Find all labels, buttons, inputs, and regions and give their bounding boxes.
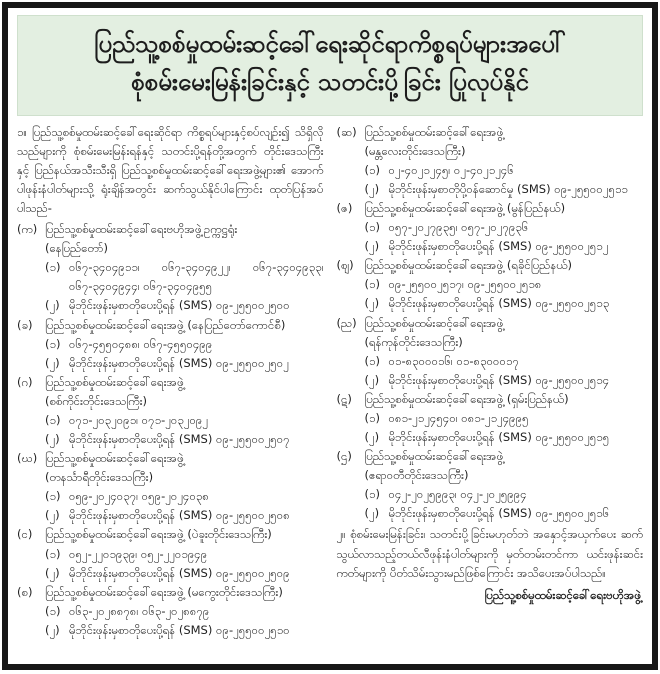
section-org-name: ပြည်သူ့စစ်မှုထမ်းဆင့်ခေါ်ရေးအဖွဲ့ (မကွေးတိုင်းဒေသကြီး): [45, 584, 283, 599]
section-label: (ဌ): [336, 449, 352, 464]
sms-number: ၀၉-၂၅၅၀၀၂၅၁၄: [535, 372, 610, 387]
right-sections: [337, 123, 644, 524]
item-1-label: (၁): [45, 260, 61, 275]
section-label: (စ): [17, 584, 33, 599]
section: [17, 525, 324, 582]
sms-number: ၀၉-၂၅၅၀၀၂၅၁၃: [535, 296, 610, 311]
item-1-label: (၁): [364, 277, 380, 292]
phone-row: [337, 485, 644, 504]
right-column: [337, 123, 644, 640]
sms-text: [69, 506, 324, 525]
section: [337, 199, 644, 256]
section-header: [17, 449, 324, 468]
sms-row: [17, 621, 324, 640]
item-2-label: (၂): [45, 298, 60, 313]
item-1-label: (၁): [45, 489, 61, 504]
sms-text: [389, 180, 644, 199]
section-org-name: ပြည်သူ့စစ်မှုထမ်းဆင့်ခေါ်ရေးအဖွဲ့: [364, 315, 504, 330]
phone-numbers: ၀၆၇-၃၄၀၄၉၁၁၊ ၀၆၇-၃၄၀၄၉၂၂၊ ၀၆၇-၃၄၀၄၉၃၃၊ ၀၆၇-၃၄၀၄၉၄၄၊ ၀၆၇-၃၄၀၄၉၅၅: [69, 260, 324, 294]
section-label: (င): [17, 527, 33, 542]
item-1-label: (၁): [364, 353, 380, 368]
section-region-row: [337, 333, 644, 352]
title-box: [17, 15, 643, 116]
phone-row: [337, 352, 644, 371]
phone-numbers: ၀၁-၈၃၀၀၀၁၆၊ ၀၁-၈၃၀၀၀၁၇: [388, 353, 519, 368]
sms-label: မိုဘိုင်းဖုန်းမှစာတိုပေးပို့ရန် (SMS): [69, 508, 213, 523]
section-label: (ဂ): [17, 374, 33, 389]
item-1-label: (၁): [364, 410, 380, 425]
section-header: [337, 123, 644, 142]
section-org-name: ပြည်သူ့စစ်မှုထမ်းဆင့်ခေါ်ရေးအဖွဲ့: [45, 374, 184, 389]
section: [337, 314, 644, 390]
sms-label: မိုဘိုင်းဖုန်းမှစာတိုပေးပို့ရန် (SMS): [388, 506, 532, 521]
sms-label: မိုဘိုင်းဖုန်းမှစာတိုပေးပို့ရန် (SMS): [388, 239, 532, 254]
section-org-name: ပြည်သူ့စစ်မှုထမ်းဆင့်ခေါ်ရေးအဖွဲ့: [364, 449, 504, 464]
section: [337, 447, 644, 523]
sms-text: [69, 354, 324, 373]
item-1-label: (၁): [45, 546, 61, 561]
section-header: [17, 525, 324, 544]
sms-label: မိုဘိုင်းဖုန်းမှစာတိုပေးပို့ရန် (SMS): [69, 355, 213, 370]
sms-text: [69, 621, 324, 640]
sms-label: မိုဘိုင်းဖုန်းမှစာတိုပေးပို့ရန် (SMS): [388, 296, 532, 311]
sms-label: မိုဘိုင်းဖုန်းမှစာတိုပေးပို့ရန် (SMS): [388, 430, 532, 445]
section-label: (ဋ): [336, 391, 352, 406]
phone-row: [337, 409, 644, 428]
section-region: (စစ်ကိုင်းတိုင်းဒေသကြီး): [45, 393, 147, 408]
item-2-label: (၂): [45, 565, 60, 580]
left-sections: [17, 220, 324, 640]
item-2-label: (၂): [364, 182, 380, 197]
sms-number: ၀၉-၂၅၅၀၀၂၅၁၀: [216, 622, 290, 637]
section-region: (ရန်ကုန်တိုင်းဒေသကြီး): [364, 334, 463, 349]
sms-number: ၀၉-၂၅၅၀၀၂၅၁၁: [554, 182, 628, 197]
item-2-label: (၂): [364, 296, 380, 311]
section-header: [337, 314, 644, 333]
section-org-name: ပြည်သူ့စစ်မှုထမ်းဆင့်ခေါ်ရေးအဖွဲ့ (ရှမ်းပြည်နယ်): [364, 391, 569, 406]
sms-row: [337, 504, 644, 523]
sms-row: [337, 371, 644, 390]
sms-number: ၀၉-၂၅၅၀၀၂၅၀၇: [216, 432, 290, 447]
sms-number: ၀၉-၂၅၅၀၀၂၅၁၂: [535, 239, 609, 254]
phone-numbers: ၀၈၁-၂၁၂၄၅၄၀၊ ၀၈၁-၂၁၂၄၉၉၅: [388, 410, 529, 425]
sms-text: [389, 237, 644, 256]
section-header: [337, 256, 644, 275]
section-label: (ည): [336, 315, 357, 330]
section-org-name: ပြည်သူ့စစ်မှုထမ်းဆင့်ခေါ်ရေးအဖွဲ့: [364, 124, 504, 139]
section-region-row: [17, 468, 324, 487]
phone-numbers: ၀၇၁-၂၀၃၂၀၉၁၊ ၀၇၁-၂၀၃၂၀၉၂: [69, 412, 209, 427]
phone-row: [17, 335, 324, 354]
phone-numbers: ၀၅၇-၂၀၂၇၉၃၅၊ ၀၅၇-၂၀၂၇၉၃၆: [388, 220, 529, 235]
signature-line: ပြည်သူ့စစ်မှုထမ်းဆင့်ခေါ်ရေးဗဟိုအဖွဲ့: [484, 587, 641, 602]
section-label: (ဆ): [336, 124, 357, 139]
section-region-row: [337, 466, 644, 485]
section-label: (ဇ): [336, 201, 353, 216]
sms-label: မိုဘိုင်းဖုန်းမှစာတိုပေးပို့ရန် (SMS): [69, 622, 213, 637]
section-label: (က): [17, 222, 38, 237]
sms-text: [389, 294, 644, 313]
phone-numbers: ၀၉-၂၅၅၀၀၂၅၁၇၊ ၀၉-၂၅၅၀၀၂၅၁၈: [388, 277, 542, 292]
item-1-label: (၁): [45, 603, 61, 618]
section-header: [17, 373, 324, 392]
sms-number: ၀၉-၂၅၅၀၀၂၅၀၀: [216, 298, 290, 313]
sms-text: [389, 504, 644, 523]
item-2-label: (၂): [364, 372, 380, 387]
item-1-label: (၁): [45, 336, 61, 351]
sms-text: [69, 564, 324, 583]
section-region-row: [337, 142, 644, 161]
sms-row: [17, 506, 324, 525]
phone-row: [337, 275, 644, 294]
sms-number: ၀၉-၂၅၅၀၀၂၅၀၈: [216, 508, 290, 523]
sms-text: [389, 371, 644, 390]
section-org-name: ပြည်သူ့စစ်မှုထမ်းဆင့်ခေါ်ရေးအဖွဲ့ (ရခိုင်ပြည်နယ်): [364, 258, 572, 273]
section-region: (နေပြည်တော်): [45, 241, 108, 256]
phone-row: [17, 602, 324, 621]
section-org-name: ပြည်သူ့စစ်မှုထမ်းဆင့်ခေါ်ရေးဗဟိုအဖွဲ့ဥက္ကဋ္ဌရုံး: [45, 222, 238, 237]
sms-text: [69, 296, 324, 315]
section: [337, 123, 644, 199]
sms-row: [17, 430, 324, 449]
section-org-name: ပြည်သူ့စစ်မှုထမ်းဆင့်ခေါ်ရေးအဖွဲ့ (ပဲခူးတိုင်းဒေသကြီး): [45, 527, 272, 542]
intro-paragraph: ၁။ ပြည်သူ့စစ်မှုထမ်းဆင့်ခေါ်ရေးဆိုင်ရာ ကိစ္စရပ်များနှင့်စပ်လျဉ်း၍ သိရှိလိုသည်များကို စုံစမ်းမေးမြန်းရန်နှင့် သတင်းပို့ရန်တို့အတွက် တိုင်းဒေသကြီးနှင့် ပြည်နယ်အသီးသီးရှိ ပြည်သူ့စစ်မှုထမ်းဆင့်ခေါ်ရေးအဖွဲ့များ၏ အောက်ပါဖုန်းနံပါတ်များသို့ ရုံးချိန်အတွင်း ဆက်သွယ်နိုင်ပါကြောင်း ထုတ်ပြန်အပ်ပါသည်-: [17, 124, 324, 216]
sms-label: မိုဘိုင်းဖုန်းမှစာတိုပေးပို့ရန် (SMS): [388, 372, 532, 387]
section-org-name: ပြည်သူ့စစ်မှုထမ်းဆင့်ခေါ်ရေးအဖွဲ့ (နေပြည်တော်ကောင်စီ): [45, 317, 286, 332]
section-header: [337, 447, 644, 466]
page-title-line-2: စုံစမ်းမေးမြန်းခြင်းနှင့် သတင်းပို့ခြင်း ပြုလုပ်နိုင်: [131, 68, 529, 97]
sms-row: [17, 296, 324, 315]
sms-row: [17, 354, 324, 373]
item-1-label: (၁): [364, 487, 380, 502]
item-1-label: (၁): [45, 412, 61, 427]
phone-row: [337, 218, 644, 237]
section-label: (ဈ): [336, 258, 354, 273]
section: [17, 449, 324, 525]
section-org-name: ပြည်သူ့စစ်မှုထမ်းဆင့်ခေါ်ရေးအဖွဲ့ (မွန်ပြည်နယ်): [364, 201, 566, 216]
body-columns: [17, 123, 643, 640]
section-label: (ခ): [17, 317, 33, 332]
item-2-label: (၂): [45, 622, 60, 637]
sms-number: ၀၉-၂၅၅၀၀၂၅၀၉: [216, 565, 290, 580]
section: [17, 373, 324, 449]
section-region: (ဧရာဝတီတိုင်းဒေသကြီး): [364, 468, 469, 483]
section-org-name: ပြည်သူ့စစ်မှုထမ်းဆင့်ခေါ်ရေးအဖွဲ့: [45, 451, 184, 466]
section-header: [337, 199, 644, 218]
section-header: [17, 583, 324, 602]
sms-row: [337, 428, 644, 447]
sms-label: မိုဘိုင်းဖုန်းမှစာတိုပို့ဝန်ဆောင်မှု (SMS): [388, 182, 551, 197]
item-1-label: (၁): [364, 162, 380, 177]
sms-text: [69, 430, 324, 449]
item-2-label: (၂): [45, 432, 60, 447]
phone-row: [17, 258, 324, 296]
sms-label: မိုဘိုင်းဖုန်းမှစာတိုပေးပို့ရန် (SMS): [69, 432, 213, 447]
section: [17, 316, 324, 373]
phone-row: [17, 487, 324, 506]
section: [17, 583, 324, 640]
phone-row: [17, 411, 324, 430]
section-region: (မန္တလေးတိုင်းဒေသကြီး): [364, 143, 466, 158]
left-column: [17, 123, 324, 640]
phone-row: [17, 545, 324, 564]
section: [337, 256, 644, 313]
phone-numbers: ၀၄၂-၂၀၂၅၉၉၃၊ ၀၄၂-၂၀၂၅၉၉၄: [388, 487, 527, 502]
notice-page: [2, 2, 658, 670]
sms-row: [17, 564, 324, 583]
sms-number: ၀၉-၂၅၅၀၀၂၅၁၅: [535, 430, 610, 445]
phone-row: [337, 161, 644, 180]
section: [17, 220, 324, 315]
sms-row: [337, 237, 644, 256]
section-region-row: [17, 239, 324, 258]
section-region-row: [17, 392, 324, 411]
item-2-label: (၂): [364, 430, 380, 445]
sms-label: မိုဘိုင်းဖုန်းမှစာတိုပေးပို့ရန် (SMS): [69, 565, 213, 580]
phone-numbers: ၀၆၃-၂၀၂၈၈၇၈၊ ၀၆၃-၂၀၂၈၈၇၉: [69, 603, 210, 618]
section-label: (ဃ): [17, 451, 38, 466]
sms-number: ၀၉-၂၅၅၀၀၂၅၁၆: [535, 506, 610, 521]
phone-numbers: ၀၅၉-၂၀၂၄၀၃၇၊ ၀၅၉-၂၀၂၄၀၃၈: [69, 489, 209, 504]
sms-number: ၀၉-၂၅၅၀၀၂၅၀၂: [216, 355, 289, 370]
section: [337, 390, 644, 447]
page-title-line-1: ပြည်သူ့စစ်မှုထမ်းဆင့်ခေါ်ရေးဆိုင်ရာကိစ္စရပ်များအပေါ်: [94, 30, 566, 58]
phone-numbers: ၀၅၂-၂၂၀၁၉၃၉၊ ၀၅၂-၂၂၀၁၉၄၉: [69, 546, 208, 561]
sms-row: [337, 180, 644, 199]
sms-text: [389, 428, 644, 447]
section-header: [337, 390, 644, 409]
section-region: (တနင်္သာရီတိုင်းဒေသကြီး): [45, 470, 154, 485]
phone-numbers: ၀၂-၄၀၂၁၂၄၅၊ ၀၂-၄၀၂၁၂၄၆: [388, 162, 514, 177]
sms-label: မိုဘိုင်းဖုန်းမှစာတိုပေးပို့ရန် (SMS): [69, 298, 213, 313]
item-2-label: (၂): [45, 508, 60, 523]
sms-row: [337, 294, 644, 313]
item-1-label: (၁): [364, 220, 380, 235]
item-2-label: (၂): [364, 506, 380, 521]
closing-paragraph: ၂။ စုံစမ်းမေးမြန်းခြင်း၊ သတင်းပို့ခြင်းမဟုတ်ဘဲ အနှောင့်အယှက်ပေး ဆက်သွယ်လာသည့်တယ်လီဖုန်းနံပါတ်များကို မှတ်တမ်းတင်ကာ ယင်းဖုန်းဆင်းကတ်များကို ပိတ်သိမ်းသွားမည်ဖြစ်ကြောင်း အသိပေးအပ်ပါသည်။: [336, 527, 643, 580]
phone-numbers: ၀၆၇-၄၅၅၀၄၈၈၊ ၀၆၇-၄၅၅၀၄၉၉: [69, 336, 213, 351]
item-2-label: (၂): [45, 355, 60, 370]
section-header: [17, 316, 324, 335]
section-header: [17, 220, 324, 239]
item-2-label: (၂): [364, 239, 380, 254]
